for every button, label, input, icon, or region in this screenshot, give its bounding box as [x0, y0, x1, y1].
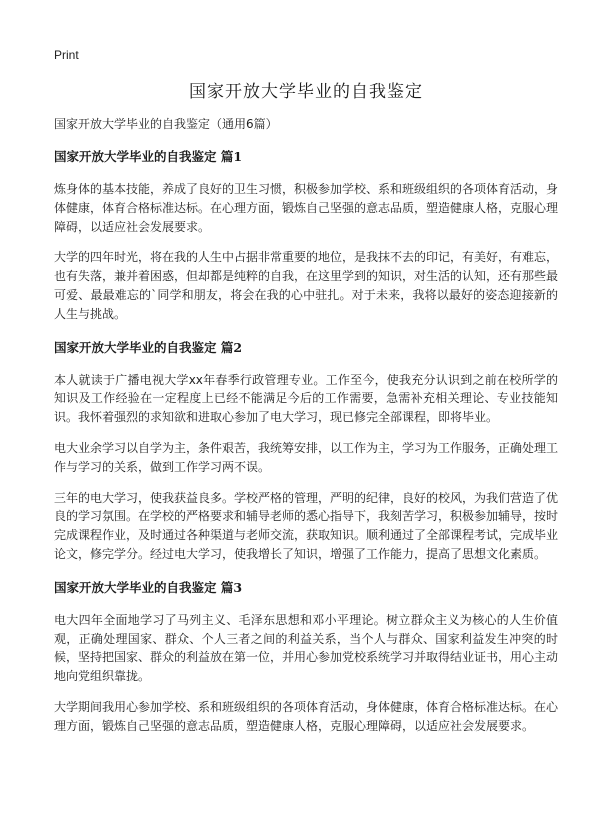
- document-subtitle: 国家开放大学毕业的自我鉴定（通用6篇）: [54, 117, 278, 131]
- section-2-paragraph-2: 电大业余学习以自学为主，条件艰苦，我统筹安排，以工作为主，学习为工作服务，正确处理工作与学习的关系，做到工作学习两不误。: [54, 440, 559, 474]
- print-link[interactable]: Print: [54, 48, 79, 62]
- section-heading-2: 国家开放大学毕业的自我鉴定 篇2: [54, 339, 243, 355]
- section-3-paragraph-1: 电大四年全面地学习了马列主义、毛泽东思想和邓小平理论。树立群众主义为核心的人生价值观，正确处理国家、群众、个人三者之间的利益关系，当个人与群众、国家利益发生冲突的时候，坚持把国家、群众的利益放在第一位，并用心参加党校系统学习并取得结业证书，用心主动地向党组织靠拢。: [54, 612, 559, 684]
- section-1-paragraph-1: 炼身体的基本技能，养成了良好的卫生习惯，积极参加学校、系和班级组织的各项体育活动，身体健康，体育合格标准达标。在心理方面，锻炼自己坚强的意志品质，塑造健康人格，克服心理障碍，以适应社会发展要求。: [54, 182, 559, 234]
- section-heading-3: 国家开放大学毕业的自我鉴定 篇3: [54, 579, 243, 595]
- section-2-paragraph-1: 本人就读于广播电视大学xx年春季行政管理专业。工作至今，使我充分认识到之前在校所学的知识及工作经验在一定程度上已经不能满足今后的工作需要，急需补充相关理论、专业技能知识。我怀着强烈的求知欲和进取心参加了电大学习，现已修完全部课程，即将毕业。: [54, 372, 558, 425]
- page-title: 国家开放大学毕业的自我鉴定: [189, 82, 423, 102]
- section-heading-1: 国家开放大学毕业的自我鉴定 篇1: [54, 149, 243, 164]
- section-1-paragraph-2: 大学的四年时光，将在我的人生中占据非常重要的地位，是我抹不去的印记，有美好，有难忘，也有失落，兼并着困惑，但却都是纯粹的自我，在这里学到的知识，对生活的认知，还有那些最可爱、最最难忘的`同学和朋友，将会在我的心中驻扎。对于未来，我将以最好的姿态迎接新的人生与挑战。: [54, 250, 559, 321]
- section-3-paragraph-2: 大学期间我用心参加学校、系和班级组织的各项体育活动，身体健康，体育合格标准达标。在心理方面，锻炼自己坚强的意志品质，塑造健康人格，克服心理障碍，以适应社会发展要求。: [54, 699, 559, 733]
- section-2-paragraph-3: 三年的电大学习，使我获益良多。学校严格的管理，严明的纪律，良好的校风，为我们营造了优良的学习氛围。在学校的严格要求和辅导老师的悉心指导下，我刻苦学习，积极参加辅导，按时完成课程作业，及时通过各种渠道与老师交流，获取知识。顺利通过了全部课程考试，完成毕业论文，修完学分。经过电大学习，使我增长了知识，增强了工作能力，提高了思想文化素质。: [54, 490, 559, 561]
